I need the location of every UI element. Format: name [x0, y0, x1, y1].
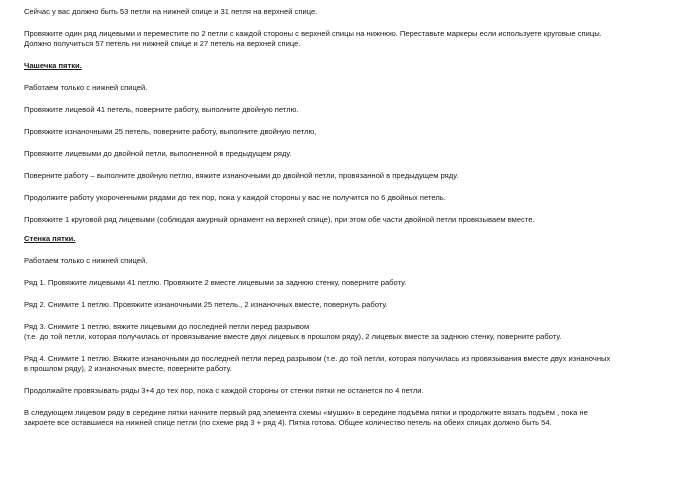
text-line: Сейчас у вас должно быть 53 петли на нижней спице и 31 петля на верхней спице.	[24, 7, 318, 16]
section-heading-heel-cup: Чашечка пятки.	[24, 61, 82, 70]
text-line: Провяжите 1 круговой ряд лицевыми (соблюдая ажурный орнамент на верхней спице), при этом обе части двойной петли провязываем вместе.	[24, 215, 535, 224]
text-line: Поверните работу – выполните двойную петлю, вяжите изнаночными до двойной петли, провязанной в предыдущем ряду.	[24, 171, 459, 180]
section-heading-heel-wall: Стенка пятки.	[24, 234, 76, 243]
text-line: Должно получиться 57 петель ни нижней спице и 27 петель на верхней спице.	[24, 39, 301, 48]
text-line: в прошлом ряду), 2 изнаночных вместе, поверните работу.	[24, 364, 232, 373]
text-line: Провяжите один ряд лицевыми и переместите по 2 петли с каждой стороны с верхней спицы на нижнюю. Переставьте маркеры если используете круговые спицы.	[24, 29, 602, 38]
text-line: В следующем лицевом ряду в середине пятки начните первый ряд элемента схемы «мушки» в середине подъёма пятки и продолжите вязать подъём , пока не	[24, 408, 588, 417]
text-line: Ряд 3. Снимите 1 петлю, вяжите лицевыми до последней петли перед разрывом	[24, 322, 310, 331]
text-line: (т.е. до той петли, которая получилась от провязывание вместе двух лицевых в прошлом ряду), 2 лицевых вместе за заднюю стенку, поверните работу.	[24, 332, 562, 341]
text-line: Работаем только с нижней спицей.	[24, 256, 148, 265]
text-line: Провяжите лицевой 41 петель, поверните работу, выполните двойную петлю.	[24, 105, 299, 114]
text-line: Продолжите работу укороченными рядами до тех пор, пока у каждой стороны у вас не получится по 6 двойных петель.	[24, 193, 446, 202]
text-line: закроете все оставшиеся на нижней спице петли (по схеме ряд 3 + ряд 4). Пятка готова. Общее количество петель на обеих спицах должно быть 54.	[24, 418, 552, 427]
text-line: Провяжите лицевыми до двойной петли, выполненной в предыдущем ряду.	[24, 149, 292, 158]
text-line: Ряд 1. Провяжите лицевыми 41 петлю. Провяжите 2 вместе лицевыми за заднюю стенку, поверните работу.	[24, 278, 407, 287]
text-line: Ряд 4. Снимите 1 петлю. Вяжите изнаночными до последней петли перед разрывом (т.е. до той петли, которая получилась из провязывания вместе двух изнаночных	[24, 354, 611, 363]
text-line: Продолжайте провязывать ряды 3+4 до тех пор, пока с каждой стороны от стенки пятки не останется по 4 петли.	[24, 386, 424, 395]
text-line: Ряд 2. Снимите 1 петлю. Провяжите изнаночными 25 петель., 2 изнаночных вместе, повернуть работу.	[24, 300, 388, 309]
text-line: Провяжите изнаночными 25 петель, поверните работу, выполните двойную петлю,	[24, 127, 317, 136]
text-line: Работаем только с нижней спицей.	[24, 83, 148, 92]
